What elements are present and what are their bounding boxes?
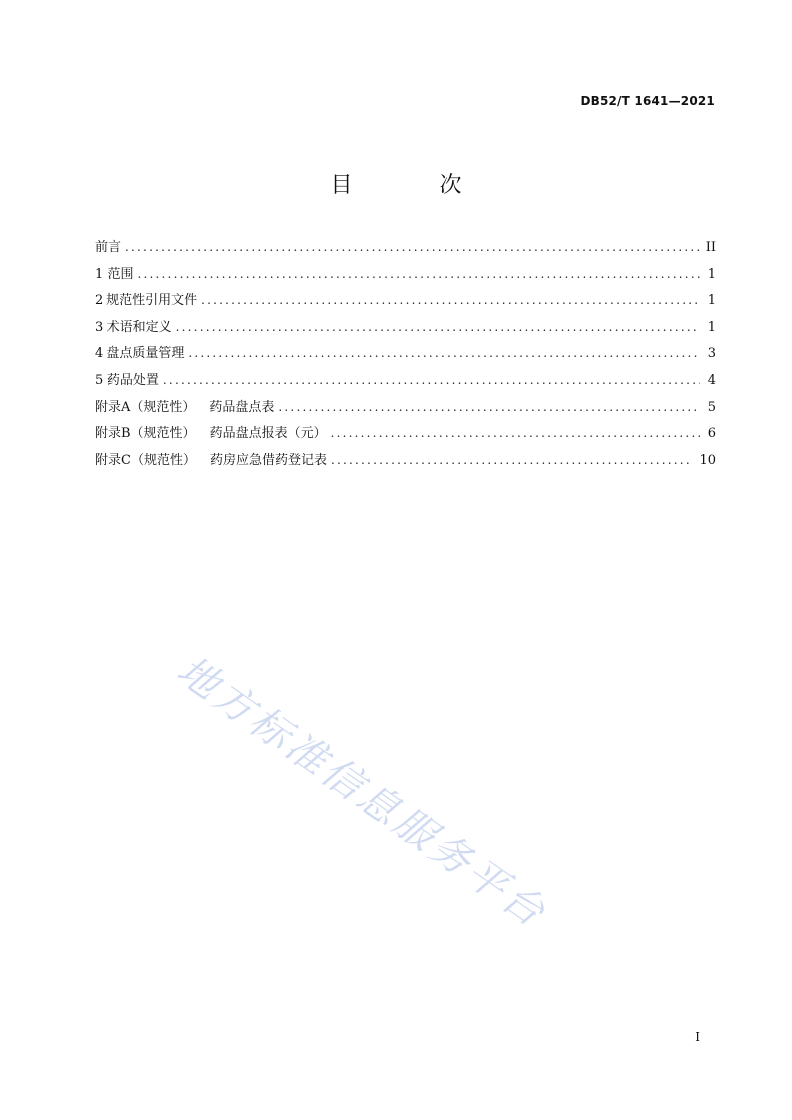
toc-entry-appendix-a[interactable] — [95, 396, 716, 423]
page-number: I — [695, 1030, 700, 1044]
toc-entry-drug-disposal[interactable] — [95, 369, 716, 396]
toc-leader-dots — [331, 426, 700, 440]
toc-entry-page: 1 — [707, 319, 716, 335]
toc-entry-label: 范围 — [107, 266, 134, 282]
toc-entry-prefix: 附录B（规范性） — [95, 426, 196, 442]
toc-leader-dots — [163, 373, 700, 387]
toc-entry-label: 药品盘点报表（元） — [209, 426, 327, 442]
toc-entry-normative-references[interactable] — [95, 289, 716, 316]
toc-leader-dots — [125, 240, 700, 254]
toc-list — [95, 236, 716, 475]
toc-leader-dots — [188, 346, 700, 360]
toc-leader-dots — [201, 293, 700, 307]
toc-entry-scope[interactable] — [95, 263, 716, 290]
toc-entry-number: 5 — [95, 372, 104, 388]
toc-entry-label: 术语和定义 — [106, 319, 172, 335]
toc-entry-page: 10 — [699, 452, 716, 468]
toc-leader-dots — [137, 267, 700, 281]
toc-entry-terms-definitions[interactable] — [95, 316, 716, 343]
toc-entry-number: 4 — [95, 346, 104, 362]
toc-entry-inventory-quality[interactable] — [95, 342, 716, 369]
standard-code: DB52/T 1641—2021 — [580, 94, 715, 108]
toc-leader-dots — [278, 400, 700, 414]
toc-entry-page: 4 — [707, 372, 716, 388]
toc-entry-appendix-c[interactable] — [95, 449, 716, 476]
toc-entry-page: 1 — [707, 266, 716, 282]
watermark-text: 地方标准信息服务平台 — [168, 647, 556, 938]
toc-entry-page: 6 — [707, 426, 716, 442]
toc-entry-label: 规范性引用文件 — [106, 293, 198, 309]
toc-leader-dots — [331, 453, 693, 467]
toc-entry-page: II — [705, 240, 716, 255]
toc-entry-prefix: 附录C（规范性） — [95, 452, 196, 468]
toc-entry-number: 2 — [95, 293, 104, 309]
toc-entry-foreword[interactable] — [95, 236, 716, 263]
toc-entry-page: 1 — [707, 293, 716, 309]
toc-entry-page: 3 — [707, 346, 716, 362]
toc-entry-label: 药房应急借药登记表 — [209, 452, 327, 468]
toc-entry-label: 药品处置 — [106, 372, 159, 388]
toc-entry-page: 5 — [707, 399, 716, 415]
toc-leader-dots — [176, 320, 700, 334]
toc-entry-label: 盘点质量管理 — [106, 346, 185, 362]
toc-entry-prefix: 附录A（规范性） — [95, 399, 196, 415]
toc-entry-label: 药品盘点表 — [209, 399, 275, 415]
toc-entry-label: 前言 — [95, 240, 122, 255]
toc-entry-number: 3 — [95, 319, 104, 335]
toc-entry-appendix-b[interactable] — [95, 422, 716, 449]
toc-entry-number: 1 — [95, 266, 104, 282]
toc-title: 目 次 — [330, 173, 502, 198]
